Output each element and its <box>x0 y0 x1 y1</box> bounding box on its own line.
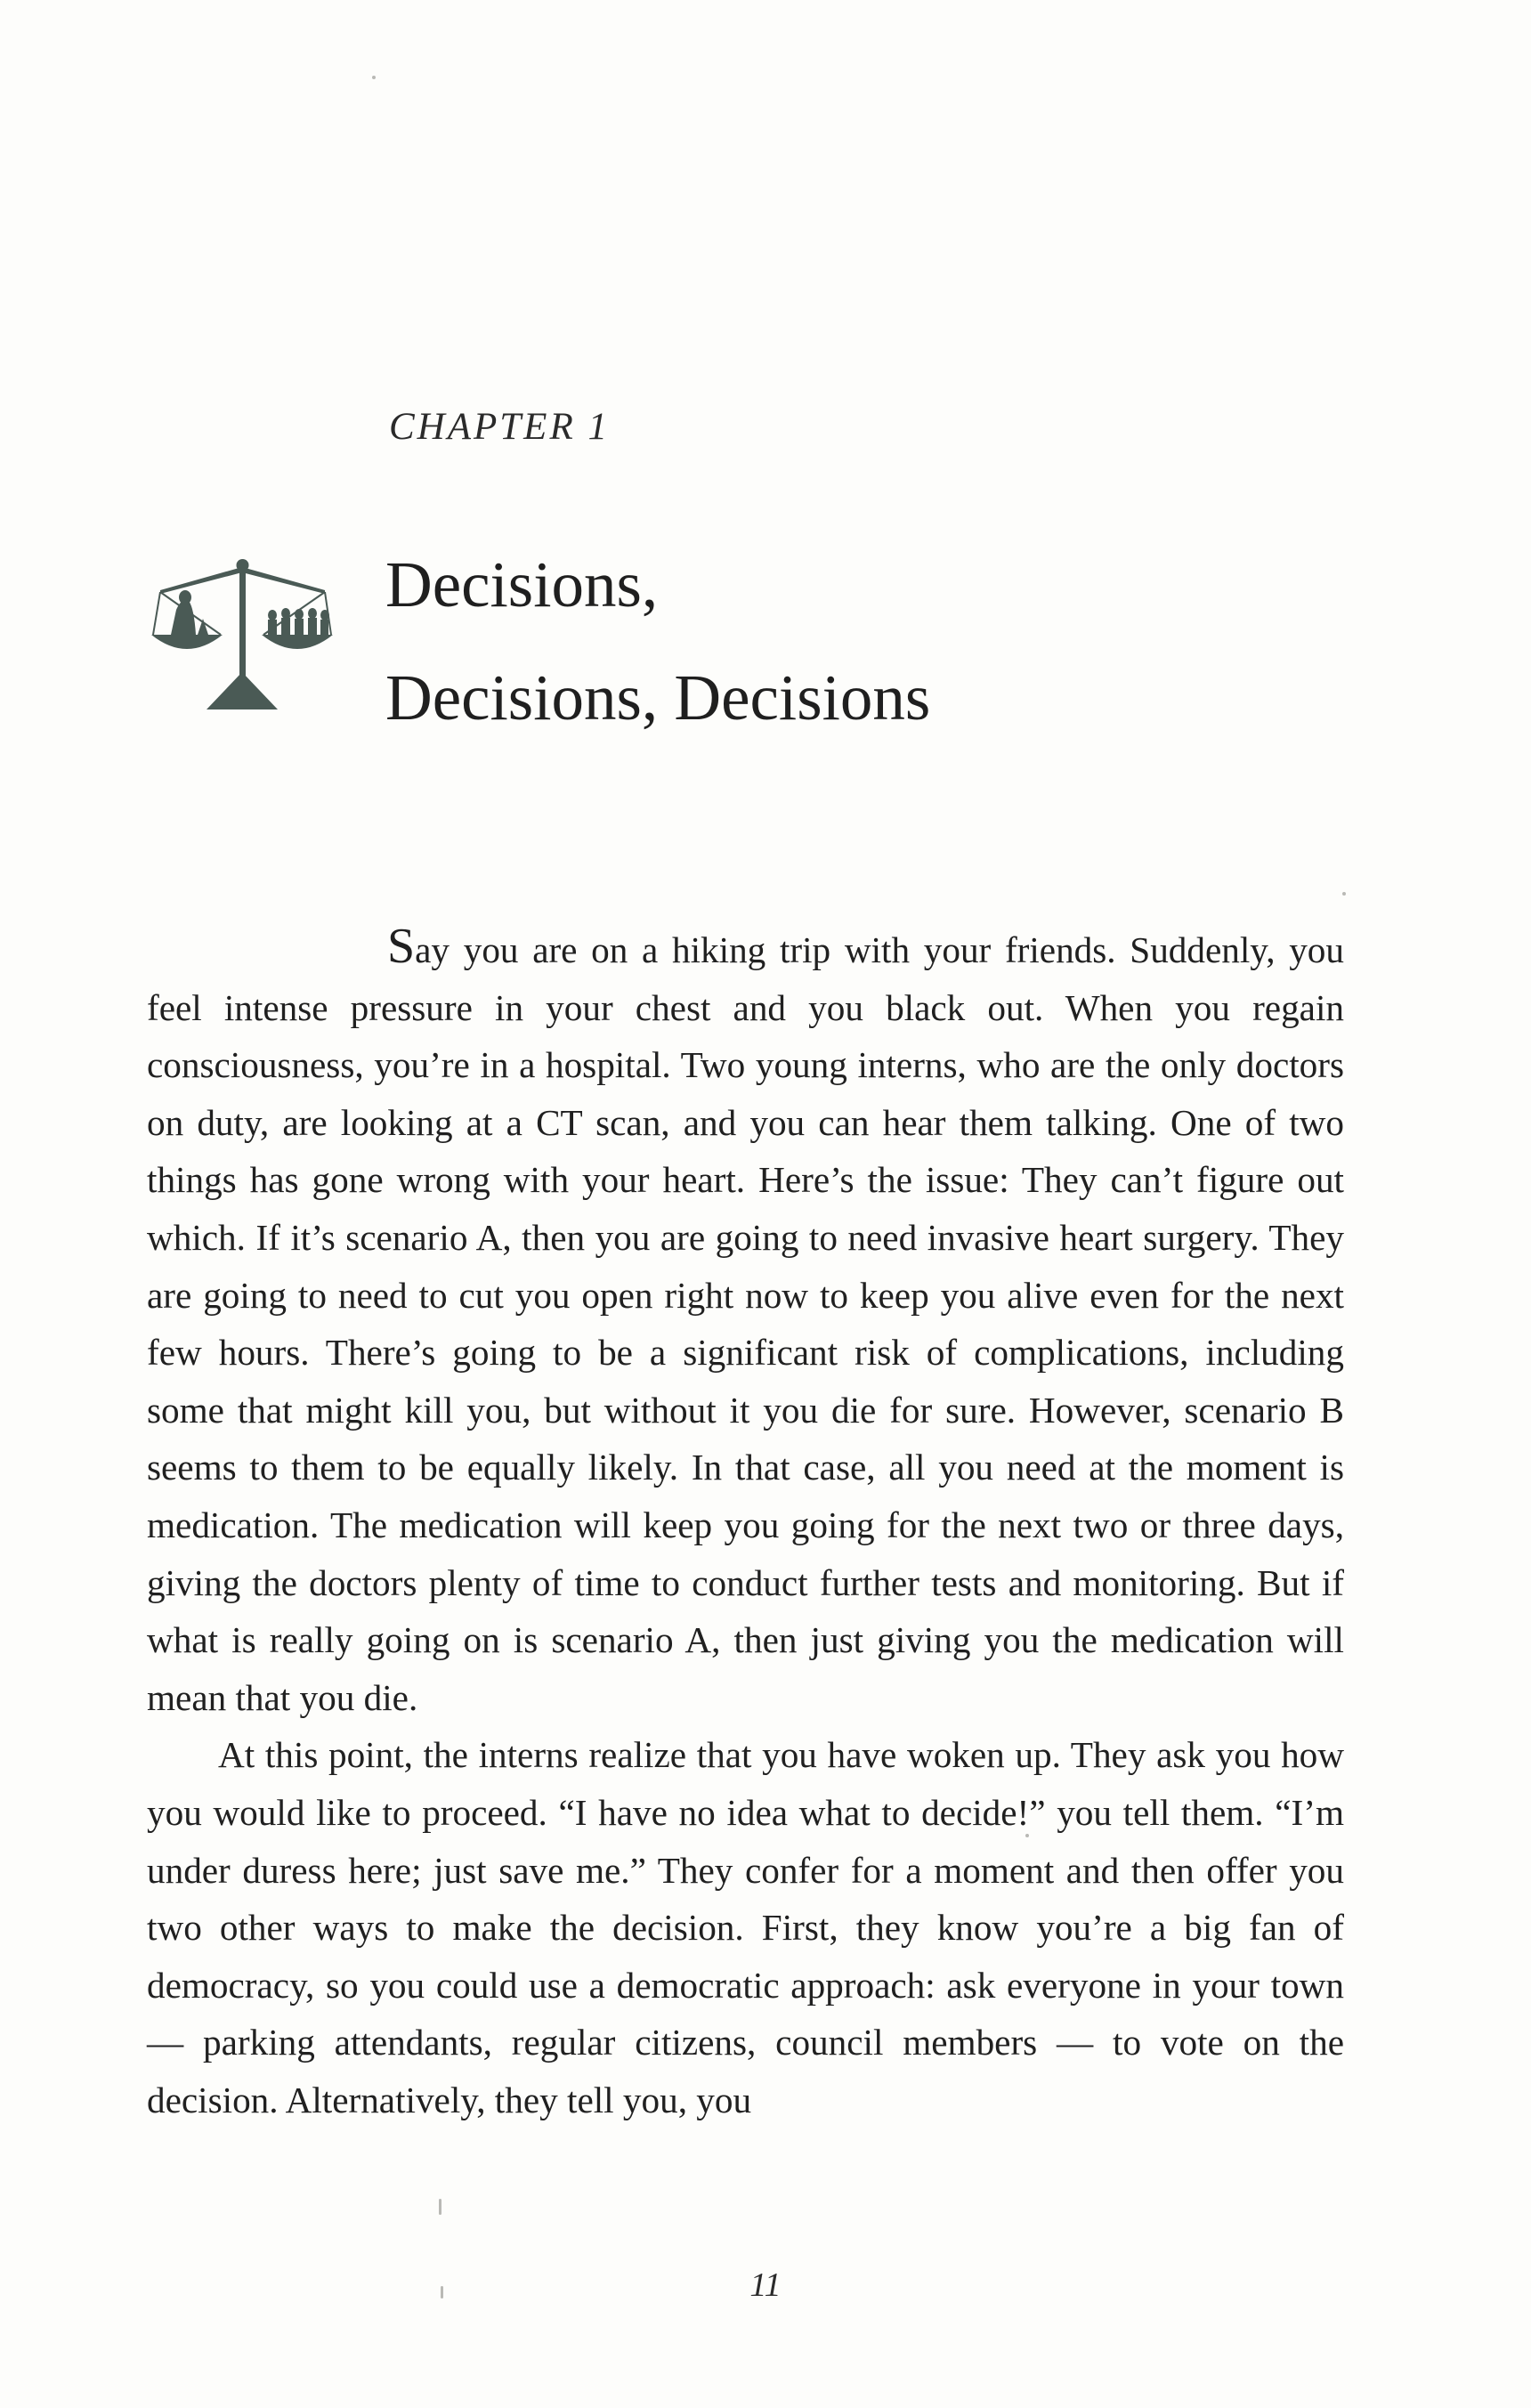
paragraph-1-text: ay you are on a hiking trip with your friends. Suddenly, you feel intense pressure in your chest and you black out. When you regain consciousness, you’re in a hospital. Two young interns, who are the only doctors on duty, are looking at a CT scan, and you can hear them talking. One of two things has gone wrong with your heart. Here’s the issue: They can’t figure out which. If it’s scenario A, then you are going to need invasive heart surgery. They are going to need to cut you open right now to keep you alive even for the next few hours. There’s going to be a significant risk of complications, including some that might kill you, but without it you die for sure. However, scenario B seems to them to be equally likely. In that case, all you need at the moment is medication. The medication will keep you going for the next two or three days, giving the doctors plenty of time to conduct further tests and monitoring. But if what is really going on is scenario A, then just giving you the medication will mean that you die. <box>147 929 1344 1718</box>
title-line-2: Decisions, Decisions <box>385 661 931 734</box>
page-number: 11 <box>749 2266 782 2304</box>
title-line-1: Decisions, <box>385 548 659 620</box>
paragraph-2: At this point, the interns realize that you have woken up. They ask you how you would like to proceed. “I have no idea what to decide!” you tell them. “I’m under duress here; just save me.” They confer for a moment and then offer you two other ways to make the decision. First, they know you’re a big fan of democracy, so you could use a democratic approach: ask everyone in your town — parking attendants, regular citizens, council members — to vote on the decision. Alternatively, they tell you, you <box>147 1734 1344 2120</box>
chapter-title <box>385 528 930 754</box>
drop-cap: S <box>387 919 416 974</box>
body-text <box>147 921 1344 2128</box>
scan-speck <box>1342 892 1346 896</box>
scan-speck <box>439 2199 441 2215</box>
balance-scale-icon <box>144 539 358 717</box>
paragraph-1 <box>147 921 1344 1726</box>
scan-speck <box>372 76 376 79</box>
chapter-label: CHAPTER 1 <box>389 406 610 448</box>
